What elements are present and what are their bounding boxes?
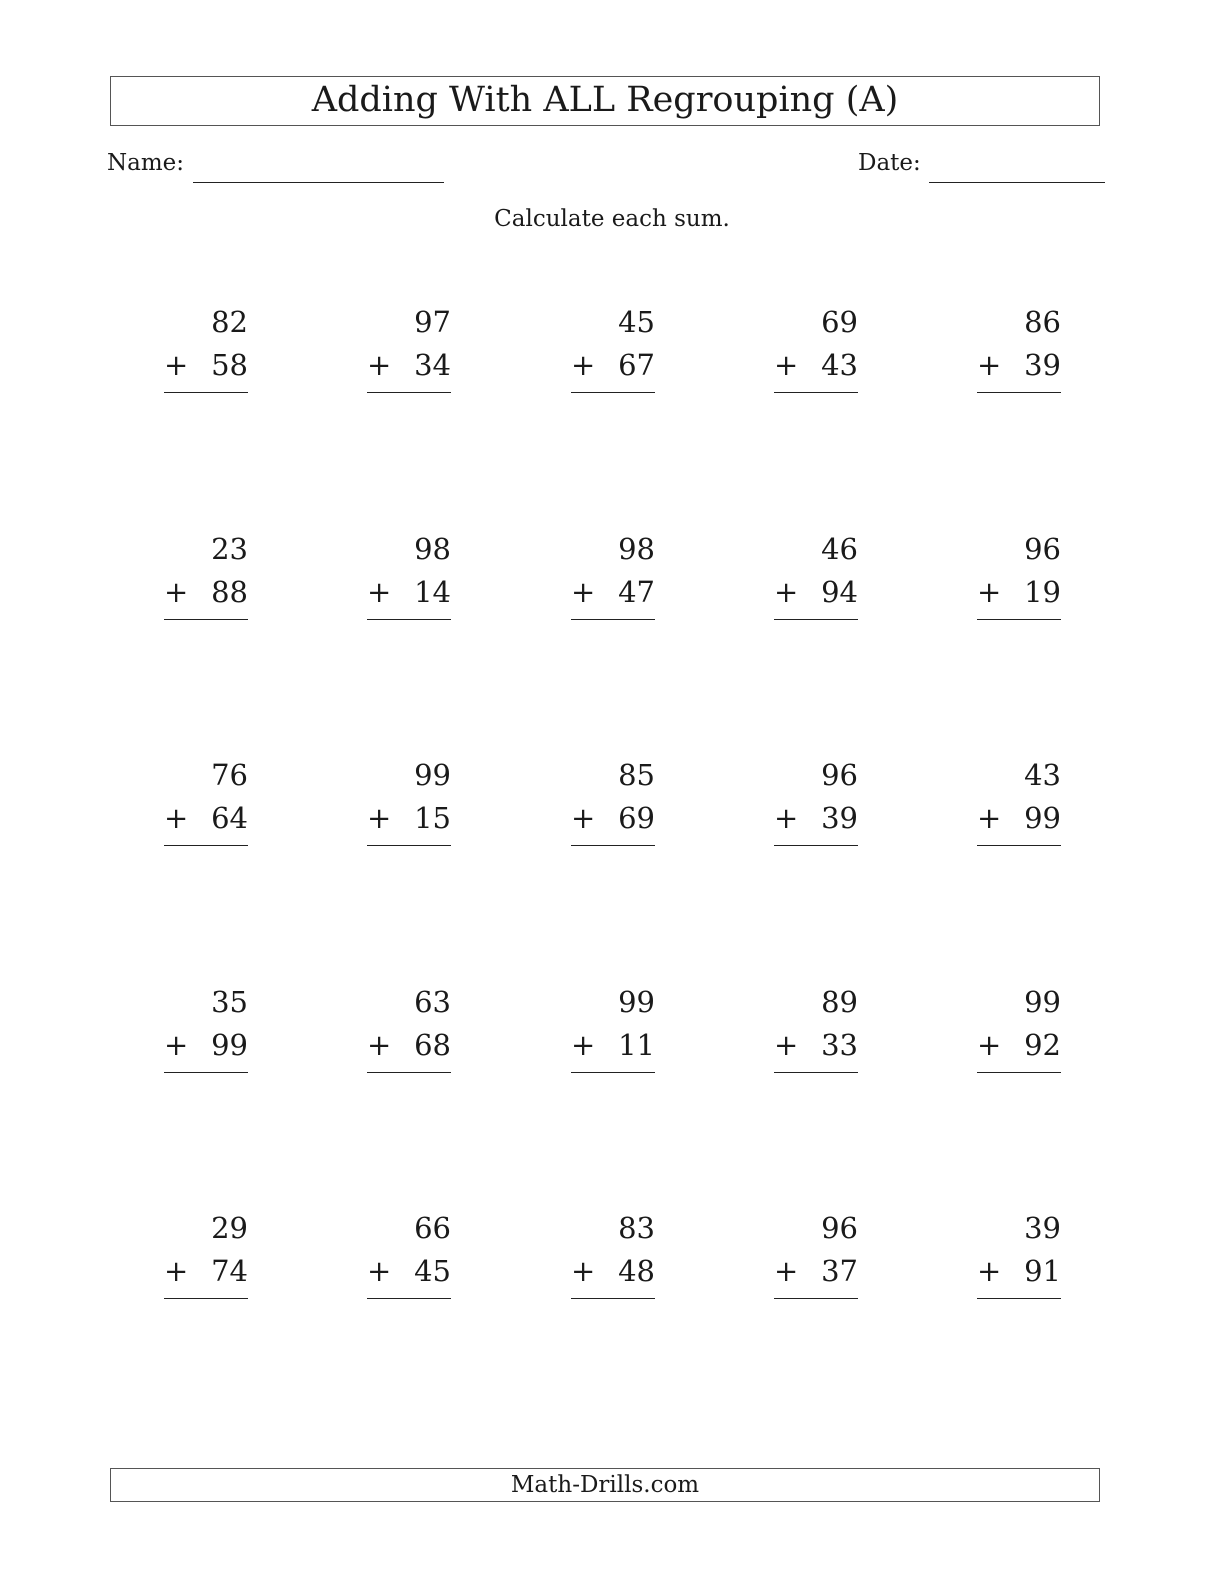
addition-problem — [367, 985, 451, 1075]
plus-sign: + — [367, 1028, 392, 1062]
addend-top: 89 — [821, 985, 858, 1019]
addend-top: 63 — [414, 985, 451, 1019]
addend-top: 98 — [414, 532, 451, 566]
answer-line — [571, 801, 655, 846]
addition-problem — [571, 985, 655, 1075]
answer-line — [571, 1254, 655, 1299]
addend-top: 99 — [618, 985, 655, 1019]
answer-line — [774, 1028, 858, 1073]
addend-top: 23 — [211, 532, 248, 566]
addend-top: 45 — [618, 305, 655, 339]
addition-problem — [164, 1211, 248, 1301]
addend-bottom: 34 — [414, 348, 451, 382]
answer-line — [571, 1028, 655, 1073]
addend-top: 35 — [211, 985, 248, 1019]
addend-top: 98 — [618, 532, 655, 566]
plus-sign: + — [571, 575, 596, 609]
addend-top: 69 — [821, 305, 858, 339]
answer-line — [367, 801, 451, 846]
addend-bottom: 39 — [821, 801, 858, 835]
addition-problem — [571, 1211, 655, 1301]
answer-line — [164, 801, 248, 846]
addend-top: 39 — [1024, 1211, 1061, 1245]
answer-line — [367, 348, 451, 393]
addition-problem — [367, 758, 451, 848]
answer-line — [367, 575, 451, 620]
answer-line — [164, 575, 248, 620]
addend-bottom: 19 — [1024, 575, 1061, 609]
plus-sign: + — [774, 801, 799, 835]
worksheet-title: Adding With ALL Regrouping (A) — [110, 76, 1100, 126]
plus-sign: + — [367, 1254, 392, 1288]
addend-bottom: 68 — [414, 1028, 451, 1062]
plus-sign: + — [164, 575, 189, 609]
answer-line — [774, 348, 858, 393]
addend-top: 86 — [1024, 305, 1061, 339]
addend-top: 96 — [821, 758, 858, 792]
addend-bottom: 11 — [618, 1028, 655, 1062]
addend-bottom: 94 — [821, 575, 858, 609]
addend-bottom: 14 — [414, 575, 451, 609]
addend-bottom: 74 — [211, 1254, 248, 1288]
date-field[interactable] — [929, 182, 1105, 183]
addition-problem — [774, 1211, 858, 1301]
answer-line — [977, 1254, 1061, 1299]
addend-bottom: 47 — [618, 575, 655, 609]
addition-problem — [977, 758, 1061, 848]
addend-bottom: 33 — [821, 1028, 858, 1062]
plus-sign: + — [977, 575, 1002, 609]
plus-sign: + — [977, 1028, 1002, 1062]
answer-line — [977, 1028, 1061, 1073]
addend-bottom: 69 — [618, 801, 655, 835]
addition-problem — [367, 305, 451, 395]
answer-line — [367, 1254, 451, 1299]
answer-line — [774, 801, 858, 846]
addend-top: 66 — [414, 1211, 451, 1245]
plus-sign: + — [164, 1028, 189, 1062]
addition-problem — [774, 758, 858, 848]
answer-line — [977, 801, 1061, 846]
addend-bottom: 64 — [211, 801, 248, 835]
instructions: Calculate each sum. — [494, 206, 730, 232]
plus-sign: + — [571, 801, 596, 835]
date-label: Date: — [858, 150, 921, 176]
addition-problem — [164, 985, 248, 1075]
plus-sign: + — [164, 801, 189, 835]
plus-sign: + — [774, 348, 799, 382]
addend-bottom: 45 — [414, 1254, 451, 1288]
addend-top: 96 — [821, 1211, 858, 1245]
plus-sign: + — [977, 1254, 1002, 1288]
addend-top: 85 — [618, 758, 655, 792]
answer-line — [977, 575, 1061, 620]
plus-sign: + — [977, 801, 1002, 835]
addend-bottom: 39 — [1024, 348, 1061, 382]
plus-sign: + — [571, 1254, 596, 1288]
addition-problem — [774, 532, 858, 622]
addend-top: 29 — [211, 1211, 248, 1245]
addend-top: 82 — [211, 305, 248, 339]
plus-sign: + — [571, 348, 596, 382]
answer-line — [774, 575, 858, 620]
addition-problem — [367, 532, 451, 622]
addend-top: 99 — [414, 758, 451, 792]
addend-top: 97 — [414, 305, 451, 339]
addend-bottom: 99 — [211, 1028, 248, 1062]
addend-bottom: 15 — [414, 801, 451, 835]
addition-problem — [571, 532, 655, 622]
addend-bottom: 88 — [211, 575, 248, 609]
addition-problem — [977, 985, 1061, 1075]
addition-problem — [977, 532, 1061, 622]
name-field[interactable] — [193, 182, 444, 183]
plus-sign: + — [774, 575, 799, 609]
addend-bottom: 43 — [821, 348, 858, 382]
addition-problem — [977, 305, 1061, 395]
addend-top: 83 — [618, 1211, 655, 1245]
plus-sign: + — [164, 1254, 189, 1288]
answer-line — [571, 575, 655, 620]
addend-top: 99 — [1024, 985, 1061, 1019]
addition-problem — [571, 305, 655, 395]
addend-top: 43 — [1024, 758, 1061, 792]
plus-sign: + — [774, 1254, 799, 1288]
plus-sign: + — [977, 348, 1002, 382]
addend-bottom: 48 — [618, 1254, 655, 1288]
answer-line — [977, 348, 1061, 393]
answer-line — [164, 1028, 248, 1073]
plus-sign: + — [571, 1028, 596, 1062]
addend-bottom: 37 — [821, 1254, 858, 1288]
addition-problem — [774, 305, 858, 395]
answer-line — [164, 348, 248, 393]
plus-sign: + — [367, 801, 392, 835]
plus-sign: + — [774, 1028, 799, 1062]
answer-line — [367, 1028, 451, 1073]
addend-bottom: 92 — [1024, 1028, 1061, 1062]
plus-sign: + — [164, 348, 189, 382]
addition-problem — [367, 1211, 451, 1301]
addend-top: 96 — [1024, 532, 1061, 566]
addition-problem — [774, 985, 858, 1075]
answer-line — [164, 1254, 248, 1299]
addend-bottom: 91 — [1024, 1254, 1061, 1288]
addend-bottom: 58 — [211, 348, 248, 382]
addend-bottom: 99 — [1024, 801, 1061, 835]
addition-problem — [164, 305, 248, 395]
answer-line — [774, 1254, 858, 1299]
addition-problem — [164, 532, 248, 622]
addition-problem — [164, 758, 248, 848]
addition-problem — [571, 758, 655, 848]
addend-bottom: 67 — [618, 348, 655, 382]
name-label: Name: — [107, 150, 185, 176]
plus-sign: + — [367, 575, 392, 609]
addend-top: 76 — [211, 758, 248, 792]
plus-sign: + — [367, 348, 392, 382]
addition-problem — [977, 1211, 1061, 1301]
answer-line — [571, 348, 655, 393]
footer-source: Math-Drills.com — [110, 1468, 1100, 1502]
addend-top: 46 — [821, 532, 858, 566]
